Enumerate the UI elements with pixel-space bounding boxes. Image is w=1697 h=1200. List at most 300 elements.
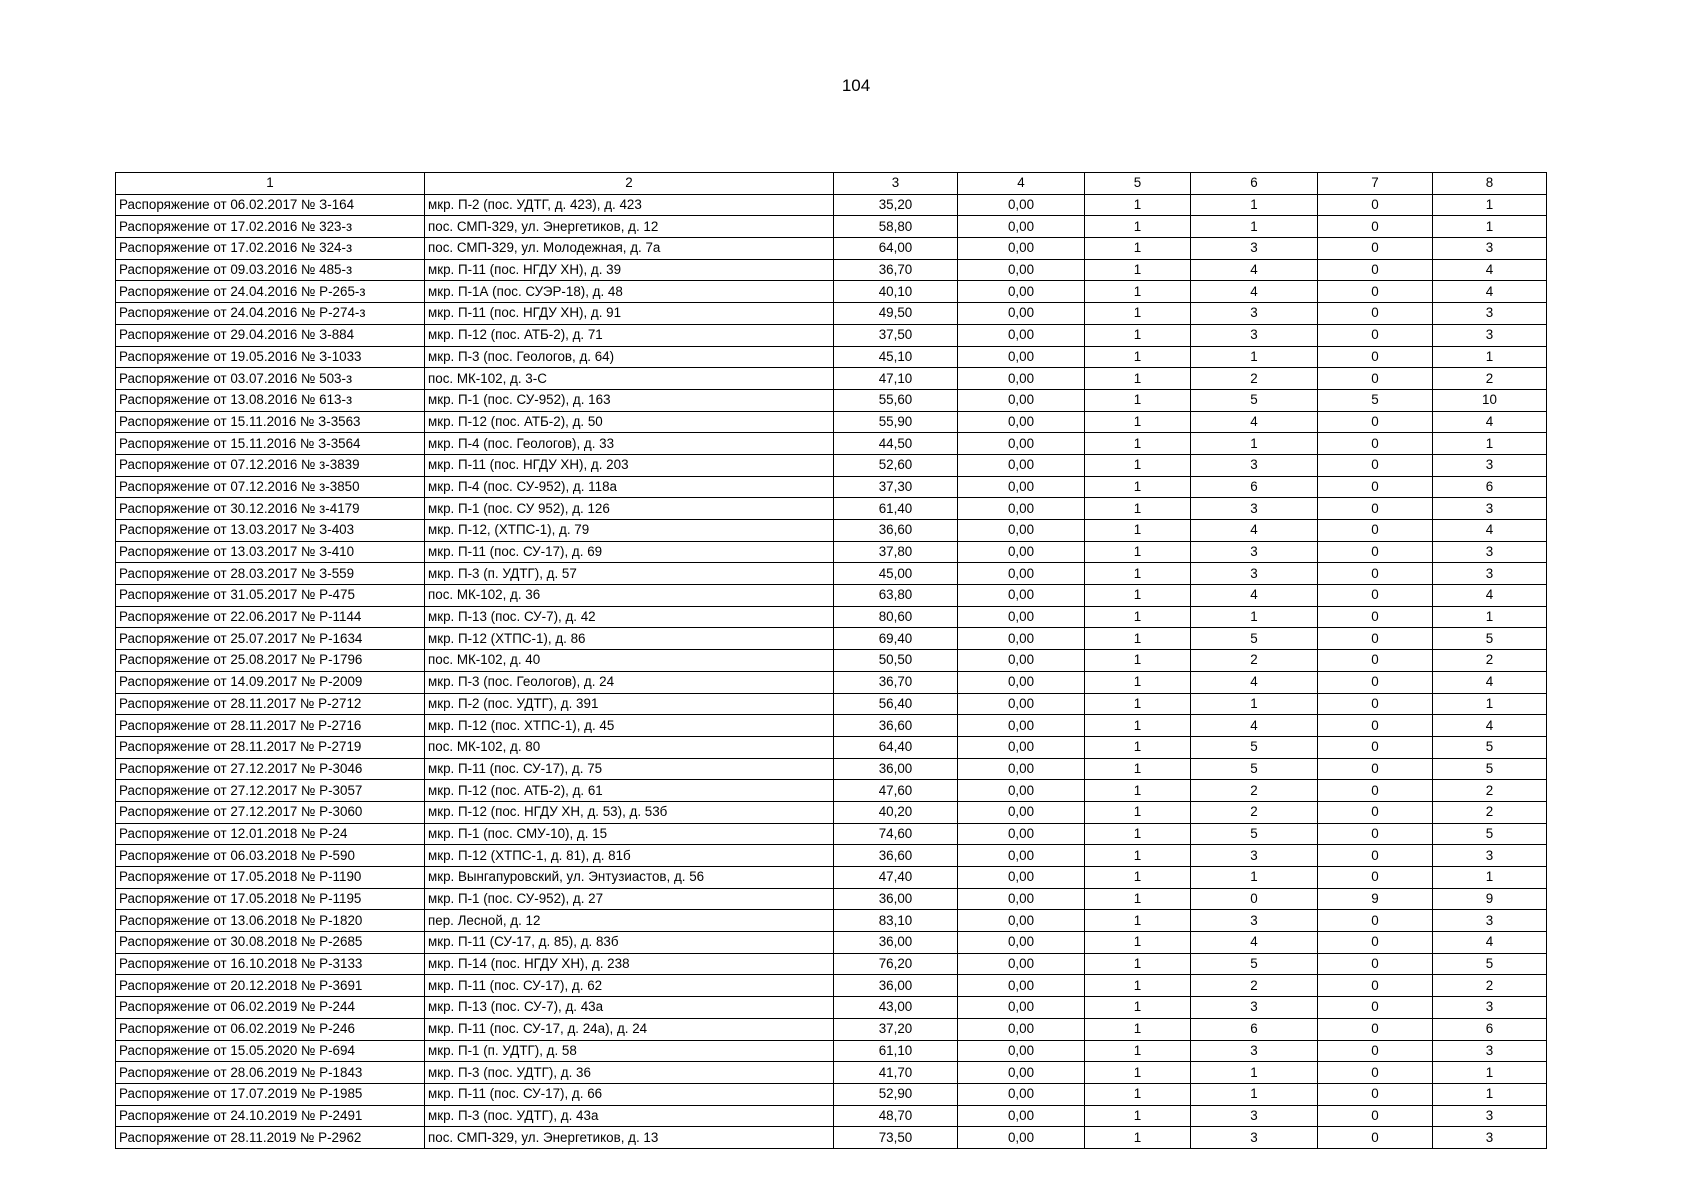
col7-cell: 0 (1318, 541, 1433, 563)
col7-cell: 0 (1318, 216, 1433, 238)
col8-cell: 3 (1433, 1105, 1547, 1127)
col6-cell: 3 (1191, 324, 1318, 346)
col6-cell: 1 (1191, 1062, 1318, 1084)
col8-cell: 1 (1433, 693, 1547, 715)
col8-cell: 2 (1433, 780, 1547, 802)
col4-cell: 0,00 (958, 780, 1085, 802)
address-cell: мкр. П-12 (пос. АТБ-2), д. 61 (425, 780, 834, 802)
col5-cell: 1 (1085, 1127, 1191, 1149)
order-cell: Распоряжение от 17.02.2016 № 323-з (116, 216, 425, 238)
table-row (116, 715, 1547, 737)
col7-cell: 0 (1318, 368, 1433, 390)
col8-cell: 4 (1433, 411, 1547, 433)
col6-cell: 4 (1191, 715, 1318, 737)
col8-cell: 1 (1433, 1083, 1547, 1105)
col8-cell: 5 (1433, 953, 1547, 975)
table-row (116, 541, 1547, 563)
col4-cell: 0,00 (958, 997, 1085, 1019)
col6-cell: 5 (1191, 389, 1318, 411)
table-row (116, 563, 1547, 585)
col6-cell: 5 (1191, 953, 1318, 975)
order-cell: Распоряжение от 03.07.2016 № 503-з (116, 368, 425, 390)
col8-cell: 5 (1433, 736, 1547, 758)
table-row (116, 997, 1547, 1019)
address-cell: мкр. П-2 (пос. УДТГ), д. 391 (425, 693, 834, 715)
col8-cell: 4 (1433, 671, 1547, 693)
data-table (115, 172, 1547, 1149)
col7-cell: 0 (1318, 194, 1433, 216)
table-row (116, 324, 1547, 346)
col7-cell: 5 (1318, 389, 1433, 411)
order-cell: Распоряжение от 13.08.2016 № 613-з (116, 389, 425, 411)
col8-cell: 1 (1433, 216, 1547, 238)
order-cell: Распоряжение от 14.09.2017 № Р-2009 (116, 671, 425, 693)
order-cell: Распоряжение от 28.11.2017 № Р-2719 (116, 736, 425, 758)
col4-cell: 0,00 (958, 324, 1085, 346)
order-cell: Распоряжение от 06.03.2018 № Р-590 (116, 845, 425, 867)
col8-cell: 3 (1433, 563, 1547, 585)
col6-cell: 2 (1191, 650, 1318, 672)
column-header-6: 6 (1191, 173, 1318, 195)
col6-cell: 3 (1191, 997, 1318, 1019)
table-row (116, 520, 1547, 542)
col4-cell: 0,00 (958, 693, 1085, 715)
col4-cell: 0,00 (958, 867, 1085, 889)
address-cell: мкр. П-14 (пос. НГДУ ХН), д. 238 (425, 953, 834, 975)
table-row (116, 216, 1547, 238)
col7-cell: 0 (1318, 259, 1433, 281)
col4-cell: 0,00 (958, 606, 1085, 628)
col8-cell: 5 (1433, 758, 1547, 780)
col5-cell: 1 (1085, 1040, 1191, 1062)
table-row (116, 606, 1547, 628)
col5-cell: 1 (1085, 303, 1191, 325)
table-row (116, 975, 1547, 997)
col8-cell: 4 (1433, 520, 1547, 542)
col4-cell: 0,00 (958, 498, 1085, 520)
table-row (116, 693, 1547, 715)
col6-cell: 6 (1191, 476, 1318, 498)
column-header-3: 3 (834, 173, 958, 195)
table-row (116, 628, 1547, 650)
order-cell: Распоряжение от 27.12.2017 № Р-3057 (116, 780, 425, 802)
order-cell: Распоряжение от 06.02.2017 № З-164 (116, 194, 425, 216)
col7-cell: 0 (1318, 563, 1433, 585)
area-cell: 73,50 (834, 1127, 958, 1149)
area-cell: 47,10 (834, 368, 958, 390)
area-cell: 36,70 (834, 259, 958, 281)
col4-cell: 0,00 (958, 541, 1085, 563)
col8-cell: 9 (1433, 888, 1547, 910)
address-cell: мкр. П-2 (пос. УДТГ, д. 423), д. 423 (425, 194, 834, 216)
col5-cell: 1 (1085, 585, 1191, 607)
col7-cell: 0 (1318, 932, 1433, 954)
address-cell: пос. СМП-329, ул. Энергетиков, д. 13 (425, 1127, 834, 1149)
table-row (116, 281, 1547, 303)
col4-cell: 0,00 (958, 1127, 1085, 1149)
area-cell: 55,60 (834, 389, 958, 411)
area-cell: 52,90 (834, 1083, 958, 1105)
col5-cell: 1 (1085, 606, 1191, 628)
order-cell: Распоряжение от 15.11.2016 № З-3564 (116, 433, 425, 455)
table-header (116, 173, 1547, 195)
col6-cell: 4 (1191, 259, 1318, 281)
col8-cell: 2 (1433, 368, 1547, 390)
address-cell: мкр. П-12 (пос. ХТПС-1), д. 45 (425, 715, 834, 737)
col5-cell: 1 (1085, 1018, 1191, 1040)
col6-cell: 1 (1191, 606, 1318, 628)
address-cell: мкр. П-12 (пос. АТБ-2), д. 50 (425, 411, 834, 433)
col6-cell: 2 (1191, 975, 1318, 997)
area-cell: 41,70 (834, 1062, 958, 1084)
address-cell: мкр. Вынгапуровский, ул. Энтузиастов, д. 56 (425, 867, 834, 889)
address-cell: мкр. П-11 (пос. НГДУ ХН), д. 39 (425, 259, 834, 281)
col7-cell: 0 (1318, 736, 1433, 758)
address-cell: мкр. П-4 (пос. Геологов), д. 33 (425, 433, 834, 455)
col4-cell: 0,00 (958, 801, 1085, 823)
col7-cell: 0 (1318, 845, 1433, 867)
col6-cell: 0 (1191, 888, 1318, 910)
area-cell: 43,00 (834, 997, 958, 1019)
area-cell: 47,60 (834, 780, 958, 802)
order-cell: Распоряжение от 15.11.2016 № З-3563 (116, 411, 425, 433)
col8-cell: 1 (1433, 194, 1547, 216)
address-cell: мкр. П-4 (пос. СУ-952), д. 118а (425, 476, 834, 498)
col5-cell: 1 (1085, 1083, 1191, 1105)
area-cell: 35,20 (834, 194, 958, 216)
col5-cell: 1 (1085, 346, 1191, 368)
col4-cell: 0,00 (958, 216, 1085, 238)
address-cell: мкр. П-1 (пос. СУ 952), д. 126 (425, 498, 834, 520)
col7-cell: 0 (1318, 801, 1433, 823)
col4-cell: 0,00 (958, 628, 1085, 650)
col5-cell: 1 (1085, 259, 1191, 281)
area-cell: 36,00 (834, 758, 958, 780)
col7-cell: 0 (1318, 1127, 1433, 1149)
col8-cell: 2 (1433, 975, 1547, 997)
table-row (116, 454, 1547, 476)
col7-cell: 0 (1318, 1105, 1433, 1127)
table-body (116, 194, 1547, 1148)
col6-cell: 3 (1191, 1105, 1318, 1127)
col5-cell: 1 (1085, 975, 1191, 997)
col5-cell: 1 (1085, 563, 1191, 585)
table-row (116, 780, 1547, 802)
col5-cell: 1 (1085, 845, 1191, 867)
col7-cell: 0 (1318, 780, 1433, 802)
col7-cell: 0 (1318, 498, 1433, 520)
table-row (116, 368, 1547, 390)
table-row (116, 476, 1547, 498)
col5-cell: 1 (1085, 1062, 1191, 1084)
col6-cell: 2 (1191, 801, 1318, 823)
column-header-8: 8 (1433, 173, 1547, 195)
col4-cell: 0,00 (958, 259, 1085, 281)
address-cell: мкр. П-11 (пос. СУ-17, д. 24а), д. 24 (425, 1018, 834, 1040)
col5-cell: 1 (1085, 628, 1191, 650)
order-cell: Распоряжение от 17.05.2018 № Р-1195 (116, 888, 425, 910)
col4-cell: 0,00 (958, 1062, 1085, 1084)
table-row (116, 259, 1547, 281)
col7-cell: 0 (1318, 867, 1433, 889)
col7-cell: 0 (1318, 997, 1433, 1019)
order-cell: Распоряжение от 22.06.2017 № Р-1144 (116, 606, 425, 628)
area-cell: 55,90 (834, 411, 958, 433)
col8-cell: 4 (1433, 259, 1547, 281)
col7-cell: 0 (1318, 411, 1433, 433)
col5-cell: 1 (1085, 823, 1191, 845)
order-cell: Распоряжение от 12.01.2018 № Р-24 (116, 823, 425, 845)
col6-cell: 3 (1191, 910, 1318, 932)
order-cell: Распоряжение от 13.03.2017 № З-410 (116, 541, 425, 563)
col6-cell: 3 (1191, 1127, 1318, 1149)
col4-cell: 0,00 (958, 238, 1085, 260)
table-row (116, 1040, 1547, 1062)
col6-cell: 1 (1191, 216, 1318, 238)
col6-cell: 1 (1191, 346, 1318, 368)
col4-cell: 0,00 (958, 736, 1085, 758)
area-cell: 40,20 (834, 801, 958, 823)
col5-cell: 1 (1085, 801, 1191, 823)
area-cell: 64,00 (834, 238, 958, 260)
address-cell: пос. МК-102, д. 40 (425, 650, 834, 672)
table-row (116, 932, 1547, 954)
col8-cell: 4 (1433, 281, 1547, 303)
col4-cell: 0,00 (958, 433, 1085, 455)
col8-cell: 3 (1433, 541, 1547, 563)
col7-cell: 0 (1318, 324, 1433, 346)
col6-cell: 3 (1191, 1040, 1318, 1062)
area-cell: 64,40 (834, 736, 958, 758)
table-row (116, 585, 1547, 607)
col4-cell: 0,00 (958, 888, 1085, 910)
col7-cell: 0 (1318, 346, 1433, 368)
address-cell: пос. СМП-329, ул. Энергетиков, д. 12 (425, 216, 834, 238)
order-cell: Распоряжение от 13.06.2018 № Р-1820 (116, 910, 425, 932)
area-cell: 50,50 (834, 650, 958, 672)
col6-cell: 1 (1191, 433, 1318, 455)
col8-cell: 3 (1433, 997, 1547, 1019)
col6-cell: 1 (1191, 867, 1318, 889)
area-cell: 36,00 (834, 932, 958, 954)
area-cell: 36,00 (834, 975, 958, 997)
area-cell: 36,60 (834, 715, 958, 737)
table-row (116, 845, 1547, 867)
col5-cell: 1 (1085, 238, 1191, 260)
col5-cell: 1 (1085, 411, 1191, 433)
col8-cell: 3 (1433, 1040, 1547, 1062)
col4-cell: 0,00 (958, 715, 1085, 737)
col7-cell: 0 (1318, 1083, 1433, 1105)
area-cell: 44,50 (834, 433, 958, 455)
address-cell: мкр. П-12 (ХТПС-1, д. 81), д. 81б (425, 845, 834, 867)
order-cell: Распоряжение от 28.03.2017 № З-559 (116, 563, 425, 585)
col8-cell: 1 (1433, 1062, 1547, 1084)
address-cell: пос. МК-102, д. 36 (425, 585, 834, 607)
order-cell: Распоряжение от 31.05.2017 № Р-475 (116, 585, 425, 607)
area-cell: 52,60 (834, 454, 958, 476)
table-row (116, 498, 1547, 520)
col7-cell: 0 (1318, 1018, 1433, 1040)
col5-cell: 1 (1085, 780, 1191, 802)
col6-cell: 4 (1191, 520, 1318, 542)
col8-cell: 3 (1433, 303, 1547, 325)
col7-cell: 0 (1318, 953, 1433, 975)
area-cell: 56,40 (834, 693, 958, 715)
order-cell: Распоряжение от 30.08.2018 № Р-2685 (116, 932, 425, 954)
col4-cell: 0,00 (958, 932, 1085, 954)
col8-cell: 5 (1433, 823, 1547, 845)
table-row (116, 194, 1547, 216)
col6-cell: 3 (1191, 845, 1318, 867)
col7-cell: 0 (1318, 823, 1433, 845)
col4-cell: 0,00 (958, 1105, 1085, 1127)
col7-cell: 0 (1318, 758, 1433, 780)
col4-cell: 0,00 (958, 476, 1085, 498)
col5-cell: 1 (1085, 368, 1191, 390)
col7-cell: 0 (1318, 628, 1433, 650)
area-cell: 63,80 (834, 585, 958, 607)
area-cell: 47,40 (834, 867, 958, 889)
col8-cell: 1 (1433, 346, 1547, 368)
col5-cell: 1 (1085, 541, 1191, 563)
col4-cell: 0,00 (958, 758, 1085, 780)
col6-cell: 3 (1191, 541, 1318, 563)
address-cell: пос. МК-102, д. 3-С (425, 368, 834, 390)
col7-cell: 0 (1318, 476, 1433, 498)
area-cell: 37,20 (834, 1018, 958, 1040)
col5-cell: 1 (1085, 194, 1191, 216)
order-cell: Распоряжение от 17.07.2019 № Р-1985 (116, 1083, 425, 1105)
order-cell: Распоряжение от 28.11.2019 № Р-2962 (116, 1127, 425, 1149)
address-cell: мкр. П-11 (пос. НГДУ ХН), д. 91 (425, 303, 834, 325)
col5-cell: 1 (1085, 1105, 1191, 1127)
table-row (116, 1127, 1547, 1149)
col6-cell: 3 (1191, 498, 1318, 520)
order-cell: Распоряжение от 06.02.2019 № Р-246 (116, 1018, 425, 1040)
column-header-7: 7 (1318, 173, 1433, 195)
table-row (116, 411, 1547, 433)
area-cell: 76,20 (834, 953, 958, 975)
address-cell: пер. Лесной, д. 12 (425, 910, 834, 932)
col7-cell: 0 (1318, 585, 1433, 607)
col8-cell: 3 (1433, 845, 1547, 867)
col6-cell: 3 (1191, 303, 1318, 325)
address-cell: мкр. П-11 (СУ-17, д. 85), д. 83б (425, 932, 834, 954)
col7-cell: 0 (1318, 910, 1433, 932)
col5-cell: 1 (1085, 650, 1191, 672)
order-cell: Распоряжение от 09.03.2016 № 485-з (116, 259, 425, 281)
area-cell: 45,10 (834, 346, 958, 368)
col7-cell: 0 (1318, 715, 1433, 737)
col6-cell: 5 (1191, 823, 1318, 845)
order-cell: Распоряжение от 06.02.2019 № Р-244 (116, 997, 425, 1019)
table-row (116, 238, 1547, 260)
column-header-1: 1 (116, 173, 425, 195)
address-cell: мкр. П-1 (пос. СМУ-10), д. 15 (425, 823, 834, 845)
order-cell: Распоряжение от 27.12.2017 № Р-3046 (116, 758, 425, 780)
col7-cell: 0 (1318, 1040, 1433, 1062)
col6-cell: 1 (1191, 693, 1318, 715)
order-cell: Распоряжение от 19.05.2016 № З-1033 (116, 346, 425, 368)
col4-cell: 0,00 (958, 411, 1085, 433)
area-cell: 83,10 (834, 910, 958, 932)
table-row (116, 801, 1547, 823)
order-cell: Распоряжение от 07.12.2016 № з-3839 (116, 454, 425, 476)
col6-cell: 1 (1191, 194, 1318, 216)
table-row (116, 1083, 1547, 1105)
table-row (116, 758, 1547, 780)
area-cell: 49,50 (834, 303, 958, 325)
order-cell: Распоряжение от 17.05.2018 № Р-1190 (116, 867, 425, 889)
address-cell: мкр. П-1А (пос. СУЭР-18), д. 48 (425, 281, 834, 303)
col4-cell: 0,00 (958, 303, 1085, 325)
col6-cell: 6 (1191, 1018, 1318, 1040)
address-cell: мкр. П-1 (пос. СУ-952), д. 27 (425, 888, 834, 910)
col5-cell: 1 (1085, 454, 1191, 476)
col6-cell: 4 (1191, 411, 1318, 433)
table-row (116, 867, 1547, 889)
order-cell: Распоряжение от 28.11.2017 № Р-2716 (116, 715, 425, 737)
col5-cell: 1 (1085, 671, 1191, 693)
area-cell: 36,60 (834, 845, 958, 867)
area-cell: 40,10 (834, 281, 958, 303)
area-cell: 36,00 (834, 888, 958, 910)
col7-cell: 0 (1318, 1062, 1433, 1084)
address-cell: мкр. П-11 (пос. СУ-17), д. 75 (425, 758, 834, 780)
col8-cell: 6 (1433, 476, 1547, 498)
col7-cell: 0 (1318, 650, 1433, 672)
col5-cell: 1 (1085, 715, 1191, 737)
col4-cell: 0,00 (958, 194, 1085, 216)
col8-cell: 3 (1433, 910, 1547, 932)
col5-cell: 1 (1085, 281, 1191, 303)
order-cell: Распоряжение от 17.02.2016 № 324-з (116, 238, 425, 260)
col6-cell: 2 (1191, 780, 1318, 802)
order-cell: Распоряжение от 24.04.2016 № Р-265-з (116, 281, 425, 303)
table-row (116, 346, 1547, 368)
col4-cell: 0,00 (958, 520, 1085, 542)
col5-cell: 1 (1085, 867, 1191, 889)
address-cell: мкр. П-12 (ХТПС-1), д. 86 (425, 628, 834, 650)
col8-cell: 3 (1433, 238, 1547, 260)
area-cell: 61,10 (834, 1040, 958, 1062)
col8-cell: 2 (1433, 650, 1547, 672)
order-cell: Распоряжение от 16.10.2018 № Р-3133 (116, 953, 425, 975)
col8-cell: 10 (1433, 389, 1547, 411)
col5-cell: 1 (1085, 433, 1191, 455)
table-row (116, 671, 1547, 693)
col6-cell: 2 (1191, 368, 1318, 390)
col6-cell: 4 (1191, 932, 1318, 954)
address-cell: мкр. П-13 (пос. СУ-7), д. 43а (425, 997, 834, 1019)
col7-cell: 0 (1318, 303, 1433, 325)
order-cell: Распоряжение от 24.10.2019 № Р-2491 (116, 1105, 425, 1127)
col7-cell: 0 (1318, 520, 1433, 542)
col8-cell: 1 (1433, 606, 1547, 628)
col4-cell: 0,00 (958, 281, 1085, 303)
order-cell: Распоряжение от 29.04.2016 № З-884 (116, 324, 425, 346)
col7-cell: 0 (1318, 606, 1433, 628)
order-cell: Распоряжение от 27.12.2017 № Р-3060 (116, 801, 425, 823)
area-cell: 58,80 (834, 216, 958, 238)
col4-cell: 0,00 (958, 845, 1085, 867)
order-cell: Распоряжение от 28.06.2019 № Р-1843 (116, 1062, 425, 1084)
col5-cell: 1 (1085, 693, 1191, 715)
col4-cell: 0,00 (958, 585, 1085, 607)
col6-cell: 3 (1191, 563, 1318, 585)
col4-cell: 0,00 (958, 953, 1085, 975)
